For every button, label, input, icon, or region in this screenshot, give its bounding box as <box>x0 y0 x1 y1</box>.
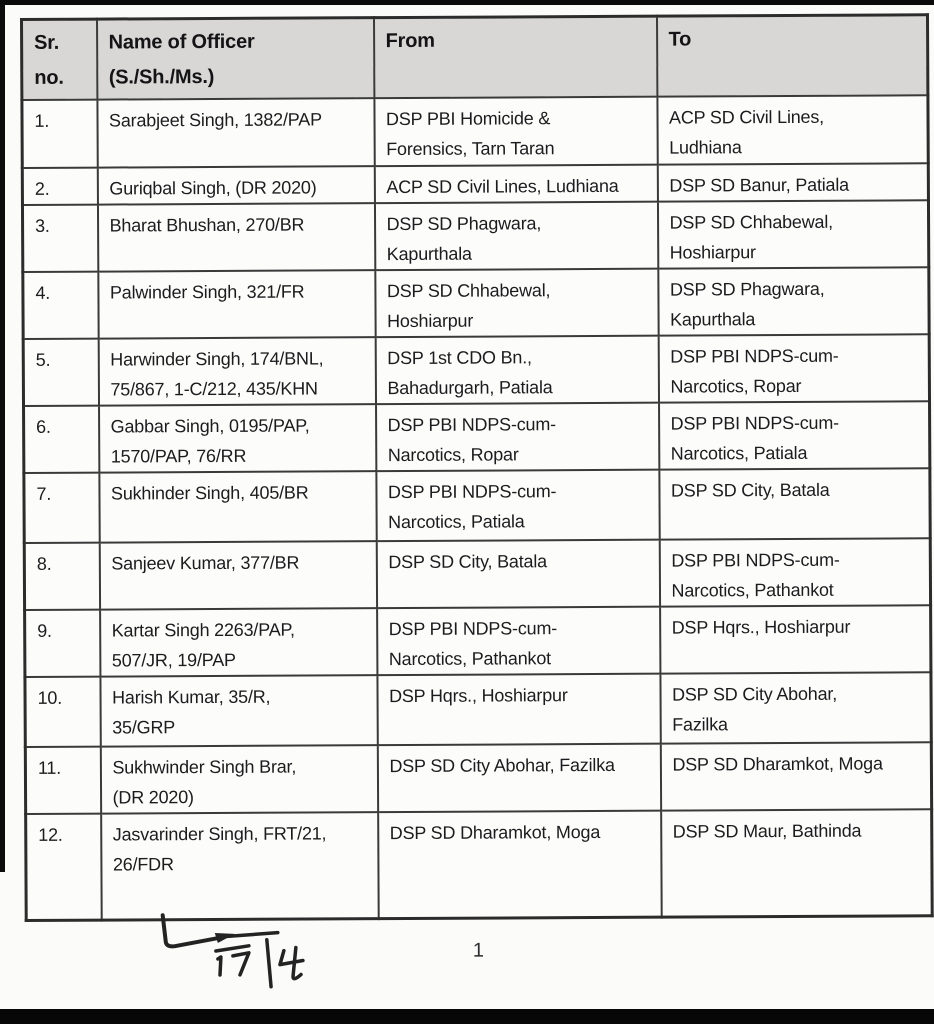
cell-officer-name: Sukhinder Singh, 405/BR <box>99 471 376 542</box>
cell-to-posting: DSP SD Maur, Bathinda <box>661 809 933 917</box>
table-row <box>24 401 930 473</box>
cell-to-posting: DSP SD Chhabewal, Hoshiarpur <box>657 200 928 268</box>
cell-from-posting: DSP SD Dharamkot, Moga <box>378 810 662 918</box>
cell-to-posting: DSP SD City Abohar, Fazilka <box>660 672 931 743</box>
cell-officer-name: Kartar Singh 2263/PAP, 507/JR, 19/PAP <box>100 608 377 676</box>
cell-to-posting: DSP PBI NDPS-cum- Narcotics, Patiala <box>659 401 930 469</box>
cell-to-posting: DSP SD City, Batala <box>659 468 930 539</box>
header-to: To <box>656 15 927 96</box>
cell-from-posting: DSP 1st CDO Bn., Bahadurgarh, Patiala <box>375 335 658 403</box>
cell-from-posting: DSP SD Phagwara, Kapurthala <box>374 201 657 269</box>
cell-from-posting: DSP PBI Homicide & Forensics, Tarn Taran <box>374 96 657 165</box>
cell-from-posting: ACP SD Civil Lines, Ludhiana <box>374 164 657 202</box>
cell-to-posting: DSP SD Phagwara, Kapurthala <box>658 267 929 335</box>
table-row <box>25 672 931 747</box>
cell-officer-name: Bharat Bhushan, 270/BR <box>97 203 374 271</box>
header-officer-name: Name of Officer (S./Sh./Ms.) <box>96 18 373 99</box>
cell-from-posting: DSP PBI NDPS-cum- Narcotics, Patiala <box>376 469 659 540</box>
cell-officer-name: Gabbar Singh, 0195/PAP, 1570/PAP, 76/RR <box>99 404 376 472</box>
officer-transfer-table <box>20 13 934 922</box>
cell-to-posting: ACP SD Civil Lines, Ludhiana <box>657 95 928 164</box>
cell-officer-name: Sanjeev Kumar, 377/BR <box>99 541 376 609</box>
cell-sr-no: 8. <box>24 542 99 609</box>
handwritten-note <box>145 898 326 1004</box>
cell-to-posting: DSP SD Dharamkot, Moga <box>660 742 931 810</box>
table-row <box>25 605 931 677</box>
cell-from-posting: DSP PBI NDPS-cum- Narcotics, Pathankot <box>377 606 660 674</box>
table-row <box>22 200 928 272</box>
cell-from-posting: DSP Hqrs., Hoshiarpur <box>377 673 660 744</box>
cell-officer-name: Harwinder Singh, 174/BNL, 75/867, 1-C/212, 435/KHN <box>98 337 375 405</box>
cell-sr-no: 3. <box>22 204 97 271</box>
cell-officer-name: Sukhwinder Singh Brar, (DR 2020) <box>100 745 377 813</box>
cell-sr-no: 10. <box>25 676 100 746</box>
table-row <box>25 742 931 814</box>
table-header-row <box>21 15 927 100</box>
cell-from-posting: DSP SD Chhabewal, Hoshiarpur <box>375 268 658 336</box>
cell-sr-no: 12. <box>26 813 102 920</box>
table-row <box>23 267 929 339</box>
cell-officer-name: Palwinder Singh, 321/FR <box>98 270 375 338</box>
header-from: From <box>373 16 656 97</box>
cell-from-posting: DSP PBI NDPS-cum- Narcotics, Ropar <box>376 402 659 470</box>
cell-from-posting: DSP SD City Abohar, Fazilka <box>377 743 660 811</box>
table-row <box>23 334 929 406</box>
cell-officer-name: Sarabjeet Singh, 1382/PAP <box>97 98 374 167</box>
cell-from-posting: DSP SD City, Batala <box>376 539 659 607</box>
cell-sr-no: 1. <box>22 99 97 167</box>
table-row <box>22 163 928 205</box>
cell-to-posting: DSP Hqrs., Hoshiarpur <box>660 605 931 673</box>
cell-sr-no: 5. <box>23 338 98 405</box>
cell-to-posting: DSP PBI NDPS-cum- Narcotics, Ropar <box>658 334 929 402</box>
cell-officer-name: Guriqbal Singh, (DR 2020) <box>97 166 374 204</box>
cell-sr-no: 11. <box>25 746 100 813</box>
table-row <box>24 538 930 610</box>
page-number: 1 <box>472 939 485 962</box>
table-row <box>24 468 930 543</box>
cell-sr-no: 2. <box>22 167 97 204</box>
cell-sr-no: 6. <box>24 405 99 472</box>
cell-sr-no: 4. <box>23 271 98 338</box>
cell-to-posting: DSP PBI NDPS-cum- Narcotics, Pathankot <box>659 538 930 606</box>
cell-officer-name: Harish Kumar, 35/R, 35/GRP <box>100 675 377 746</box>
cell-sr-no: 7. <box>24 472 99 542</box>
cell-to-posting: DSP SD Banur, Patiala <box>657 163 928 201</box>
cell-sr-no: 9. <box>25 609 100 676</box>
header-sr-no: Sr. no. <box>21 19 96 99</box>
cell-officer-name: Jasvarinder Singh, FRT/21, 26/FDR <box>101 812 379 920</box>
table-row <box>22 95 928 168</box>
